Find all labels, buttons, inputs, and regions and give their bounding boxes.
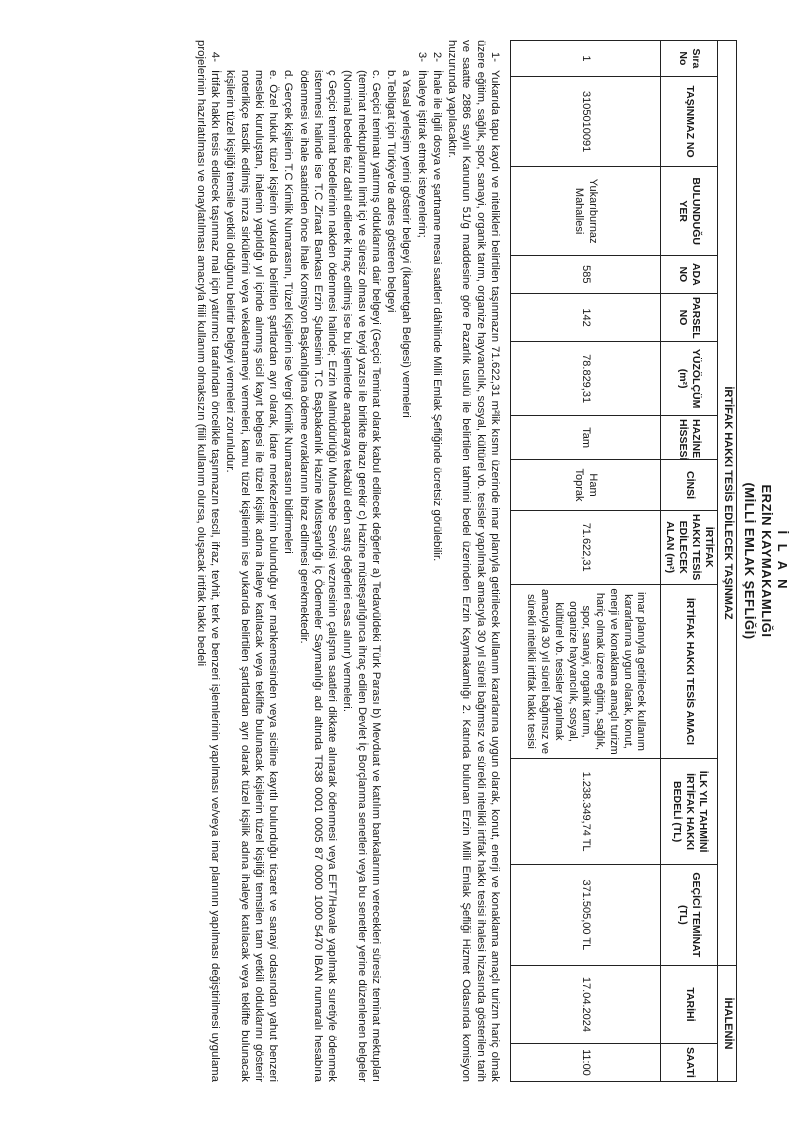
clause-3c-cedilla: ç Geçici teminat bedellerinin nakden ödenmesi halinde; Erzin Malmüdürlüğü Muhasebe Servisi veznesinin çalışma saatleri dikkate alınarak ödenmesi veya EFT/Havale yapılmak suretiyle ödenmek istenmesi halinde ise T.C Ziraat Bankası Erzin Şubesinin T.C Başbakanlık Hazine Müsteşarlığı İç Ödemeler Saymanlığı adı altında TR38 0001 0005 87 0000 1000 5470 IBAN numaralı hesabına ödenmesi ve ihale saatinden önce İhale Komisyon Başkanlığına ödeme evraklarının ibraz edilmesi gerekmektedir. [297,70,339,1082]
clause-3c: c. Geçici teminatı yatırmış olduklarına dair belgeyi (Geçici Teminat olarak kabul edilecek değerler a) Tedavüldeki Türk Parası b) Mevduat ve katılım bankalarının verecekleri süresiz teminat mektupları (teminat mektuplarının limit içi ve süresiz olması ve teyid yazısı ile birlikte ibrazı gerekir c) Hazine müsteşarlığınca ihraç edilen Devlet İç Borçlanma senetleri veya bu senetler yerine düzenlenen belgeler (Nominal bedele faiz dahil edilerek ihraç edilmiş ise bu işlemlerde anaparaya tekabül eden satış değerleri esas alınır) vermeleri. [341,70,382,1082]
cell-yer: Yukarıburnaz Mahallesi [511,167,661,255]
table-row [511,41,661,1082]
cell-tarih: 17.04.2024 [511,965,661,1043]
property-table [510,40,737,1082]
clause-3 [415,40,429,1082]
cell-teminat: 371.505,00 TL [511,864,661,965]
col-header: İRTİFAK HAKKI TESİS EDİLECEK ALAN (m²) [661,510,719,584]
clause-text: İrtifak hakkı tesis edilecek taşınmaz mal için yatırımcı tarafından öncelikle taşınmazın tescil, ifraz, tevhit, terk ve benzeri işlemlerinin yapılması ve/veya imar planının yapılması değiştirilmesi uygulama projelerinin hazırlatılması ve onaylatılması amacıyla fiili kullanım olmaksızın (fiili kullanım olursa, oluşacak irtifak hakkı bedeli [195,40,222,1082]
cell-tasinmaz-no: 3105010091 [511,76,661,167]
institution-name: ERZİN KAYMAKAMLIĞI [758,484,774,638]
clause-1 [445,40,502,1082]
clause-text: Yukarıda tapu kaydı ve nitelikleri belirtilen taşınmazın 71.622,31 m²lik kısmı üzerinde imar planıyla getirilecek kullanım kararlarına uygun olarak, konut, enerji ve konaklama amaçlı turizm hariç olmak üzere eğitim, sağlık, spor, sanayi, organik tarım, organize hayvancılık, sosyal, kültürel vb. tesisler yapılmak amacıyla 30 yıl süreli bağımsız ve sürekli nitelikli irtifak hakkı tesisi ihalesi hizasında gösterilen tarih ve saatte 2886 sayılı Kanunun 51/g maddesine göre Pazarlık usulü ile belirtilen tahmini bedel üzerinden Erzin Kaymakamlığı 2. Katında bulunan Erzin Milli Emlak Şefliği Hizmet Odasında komisyon huzurunda yapılacaktır. [446,40,501,1082]
col-header: İRTİFAK HAKKI TESİS AMACI [661,584,719,759]
col-header: ADA NO [661,255,719,293]
cell-ada: 585 [511,255,661,293]
cell-alan: 71.622,31 [511,510,661,584]
col-header: TAŞINMAZ NO [661,76,719,167]
table-header-row [661,41,719,1082]
clause-number: 1- [489,51,501,62]
cell-yuzolcum: 78.829,31 [511,342,661,416]
clause-text: İhale ile ilgili dosya ve şartname mesai saatleri dâhilinde Milli Emlak Şefliğinde ücretsiz görülebilir. [431,70,443,562]
clause-2 [430,40,444,1082]
col-header: CİNSİ [661,460,719,511]
clause-number: 4- [209,51,222,62]
col-header: SAATİ [661,1043,719,1081]
col-header: GEÇİCİ TEMİNAT (TL) [661,864,719,965]
table-caption-row [718,41,737,1082]
col-header: BULUNDUĞU YER [661,167,719,255]
col-header: İLK YIL TAHMİNİ İRTİFAK HAKKI BEDELİ (TL) [661,759,719,864]
cell-sira: 1 [511,41,661,77]
announcement-header [741,40,790,1082]
table-caption: İRTİFAK HAKKI TESİS EDİLECEK TAŞINMAZ [718,41,737,966]
clause-3e: e. Özel hukuk tüzel kişilerin yukarıda belirtilen şartlardan ayrı olarak, İdare merkezlerinin bulunduğu yer mahkemesinden veya siciline kayıtlı bulunduğu ticaret ve sanayi odasından yahut benzeri mesleki kuruluştan, ihalenin yapıldığı yıl içinde alınmış sicil kayıt belgesi ile tüzel kişilik adına ihaleye katılacak veya teklifte bulunacak kişilerin tüzel kişiliği temsilen tam yetkili olduklarını gösterir noterlikçe tasdik edilmiş imza sirkülerini veya vekaletnameyi vermeleri, kamu tüzel kişilerinin ise yukarıda belirtilen şartlardan ayrı olarak tüzel kişilik adına ihaleye katılacak veya teklifte bulunacak kişilerin tüzel kişiliği temsile yetkili olduğunu belirtir belgeyi vermeleri zorunludur. [224,70,280,1082]
cell-parsel: 142 [511,293,661,341]
tender-caption: İHALENİN [718,965,737,1081]
cell-amac: imar planıyla getirilecek kullanım kararlarına uygun olarak, konut, enerji ve konaklama amaçlı turizm hariç olmak üzere eğitim, sağlık, spor, sanayi, organik tarım, organize hayvancılık, sosyal, kültürel vb. tesisler yapılmak amacıyla 30 yıl süreli bağımsız ve sürekli nitelikli irtifak hakkı tesisi [511,584,661,759]
department-name: (MİLLİ EMLAK ŞEFLİĞİ) [742,482,758,640]
col-header: TARİHİ [661,965,719,1043]
clause-3d: d. Gerçek kişilerin T.C Kimlik Numarasını, Tüzel Kişilerin ise Vergi Kimlik Numarasını bildirmeleri [282,70,295,554]
clause-3b: b.Tebligat için Türkiye'de adres gösteren belgeyi [385,70,398,313]
clause-3a: a Yasal yerleşim yerini gösterir belgeyi (İkametgah Belgesi) vermeleri [400,70,413,418]
cell-bedel: 1.238.349,74 TL [511,759,661,864]
col-header: Sıra No [661,41,719,77]
col-header: HAZİNE HİSSESİ [661,416,719,460]
cell-saat: 11:00 [511,1043,661,1081]
clause-text: İhaleye iştirak etmek isteyenlerin; [415,70,428,238]
clause-4 [194,40,223,1082]
col-header: PARSEL NO [661,293,719,341]
announcement-title: İ L A N [775,530,790,592]
cell-cinsi: Ham Toprak [511,460,661,511]
announcement-body [194,40,502,1082]
cell-hisse: Tam [511,416,661,460]
clause-number: 2- [431,51,443,62]
col-header: YÜZÖLÇÜM (m²) [661,342,719,416]
clause-number: 3- [415,51,428,62]
